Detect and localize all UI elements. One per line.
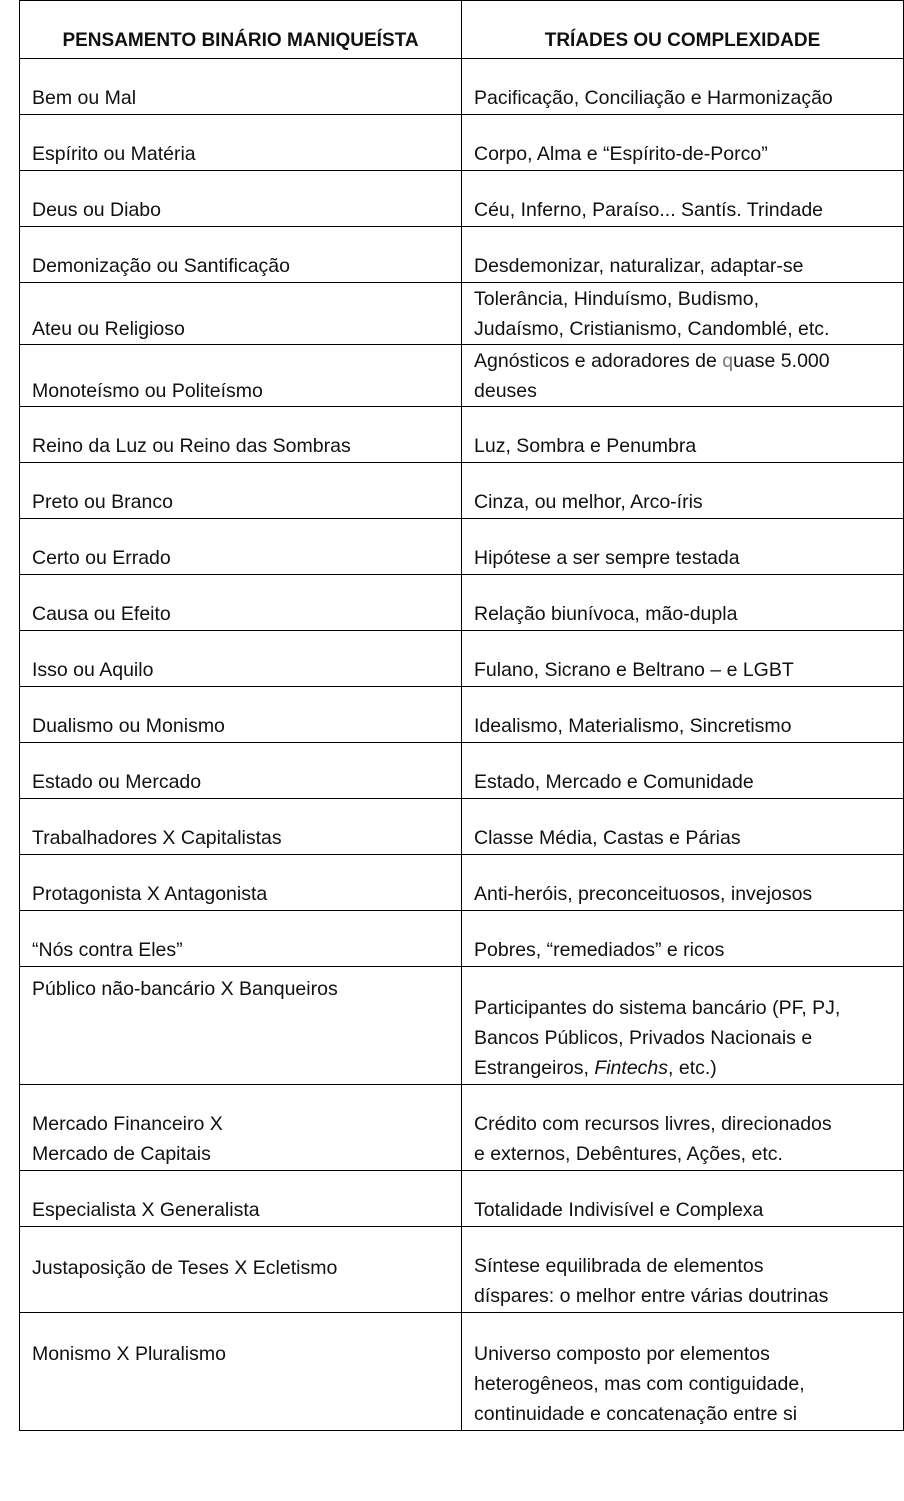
cell-left: Ateu ou Religioso (20, 283, 462, 345)
table-row (20, 575, 904, 631)
cell-right: Desdemonizar, naturalizar, adaptar-se (462, 227, 904, 283)
cell-left: Monismo X Pluralismo (20, 1313, 462, 1431)
table-row (20, 631, 904, 687)
cell-text-segment: Agnósticos e adoradores de (474, 350, 723, 372)
table-row (20, 171, 904, 227)
header-left: PENSAMENTO BINÁRIO MANIQUEÍSTA (20, 1, 462, 59)
cell-right: Pobres, “remediados” e ricos (462, 911, 904, 967)
cell-line: deuses (474, 380, 537, 402)
cell-line: Universo composto por elementos (474, 1343, 770, 1365)
cell-line: Mercado de Capitais (32, 1143, 211, 1165)
table-row (20, 283, 904, 345)
header-right: TRÍADES OU COMPLEXIDADE (462, 1, 904, 59)
cell-left: Protagonista X Antagonista (20, 855, 462, 911)
table-row (20, 519, 904, 575)
cell-line: Síntese equilibrada de elementos (474, 1255, 764, 1277)
table-row (20, 115, 904, 171)
cell-right (462, 283, 904, 345)
comparison-table (19, 0, 904, 1431)
cell-left: Dualismo ou Monismo (20, 687, 462, 743)
cell-left: Público não-bancário X Banqueiros (20, 967, 462, 1085)
cell-left: “Nós contra Eles” (20, 911, 462, 967)
cell-text-segment: uase 5.000 (733, 350, 830, 372)
table-row (20, 743, 904, 799)
table-row (20, 463, 904, 519)
cell-left: Espírito ou Matéria (20, 115, 462, 171)
cell-line (474, 1053, 895, 1083)
table-row (20, 911, 904, 967)
cell-right: Hipótese a ser sempre testada (462, 519, 904, 575)
cell-text-segment: , etc.) (668, 1057, 717, 1079)
cell-left: Justaposição de Teses X Ecletismo (20, 1227, 462, 1313)
table-row (20, 967, 904, 1085)
cell-left: Certo ou Errado (20, 519, 462, 575)
cell-right: Céu, Inferno, Paraíso... Santís. Trindade (462, 171, 904, 227)
cell-left: Deus ou Diabo (20, 171, 462, 227)
cell-right: Luz, Sombra e Penumbra (462, 407, 904, 463)
cell-right: Anti-heróis, preconceituosos, invejosos (462, 855, 904, 911)
cell-right: Estado, Mercado e Comunidade (462, 743, 904, 799)
cell-right: Classe Média, Castas e Párias (462, 799, 904, 855)
table-row (20, 1085, 904, 1171)
cell-line: heterogêneos, mas com contiguidade, (474, 1373, 805, 1395)
cell-line: continuidade e concatenação entre si (474, 1403, 798, 1425)
cell-line: e externos, Debêntures, Ações, etc. (474, 1143, 783, 1165)
cell-right: Idealismo, Materialismo, Sincretismo (462, 687, 904, 743)
cell-left: Preto ou Branco (20, 463, 462, 519)
table-row (20, 227, 904, 283)
cell-line: Tolerância, Hinduísmo, Budismo, (474, 288, 760, 310)
cell-right (462, 1313, 904, 1431)
cell-left: Especialista X Generalista (20, 1171, 462, 1227)
cell-text-segment-gray: q (722, 350, 734, 372)
table-row (20, 1171, 904, 1227)
cell-line: díspares: o melhor entre várias doutrinas (474, 1285, 829, 1307)
cell-right (462, 967, 904, 1085)
cell-right (462, 1227, 904, 1313)
cell-right: Cinza, ou melhor, Arco-íris (462, 463, 904, 519)
cell-right: Relação biunívoca, mão-dupla (462, 575, 904, 631)
table-row (20, 799, 904, 855)
cell-right (462, 1085, 904, 1171)
cell-line (474, 346, 895, 376)
cell-left: Estado ou Mercado (20, 743, 462, 799)
cell-right: Fulano, Sicrano e Beltrano – e LGBT (462, 631, 904, 687)
cell-right: Pacificação, Conciliação e Harmonização (462, 59, 904, 115)
cell-left: Trabalhadores X Capitalistas (20, 799, 462, 855)
cell-left: Causa ou Efeito (20, 575, 462, 631)
cell-text-italic: Fintechs (594, 1057, 669, 1079)
cell-line: Bancos Públicos, Privados Nacionais e (474, 1027, 813, 1049)
table-header-row (20, 1, 904, 59)
cell-right: Corpo, Alma e “Espírito-de-Porco” (462, 115, 904, 171)
cell-line: Crédito com recursos livres, direcionados (474, 1113, 832, 1135)
table-row (20, 687, 904, 743)
table-row (20, 345, 904, 407)
cell-right: Totalidade Indivisível e Complexa (462, 1171, 904, 1227)
table-row (20, 407, 904, 463)
table-row (20, 855, 904, 911)
cell-left: Reino da Luz ou Reino das Sombras (20, 407, 462, 463)
cell-text-segment: Estrangeiros, (474, 1057, 595, 1079)
cell-left: Demonização ou Santificação (20, 227, 462, 283)
cell-line: Judaísmo, Cristianismo, Candomblé, etc. (474, 318, 830, 340)
cell-left: Isso ou Aquilo (20, 631, 462, 687)
cell-right (462, 345, 904, 407)
table-row (20, 59, 904, 115)
cell-left: Bem ou Mal (20, 59, 462, 115)
table-row (20, 1227, 904, 1313)
cell-line: Mercado Financeiro X (32, 1113, 223, 1135)
table-row (20, 1313, 904, 1431)
cell-left (20, 1085, 462, 1171)
cell-left: Monoteísmo ou Politeísmo (20, 345, 462, 407)
cell-line: Participantes do sistema bancário (PF, PJ, (474, 997, 841, 1019)
